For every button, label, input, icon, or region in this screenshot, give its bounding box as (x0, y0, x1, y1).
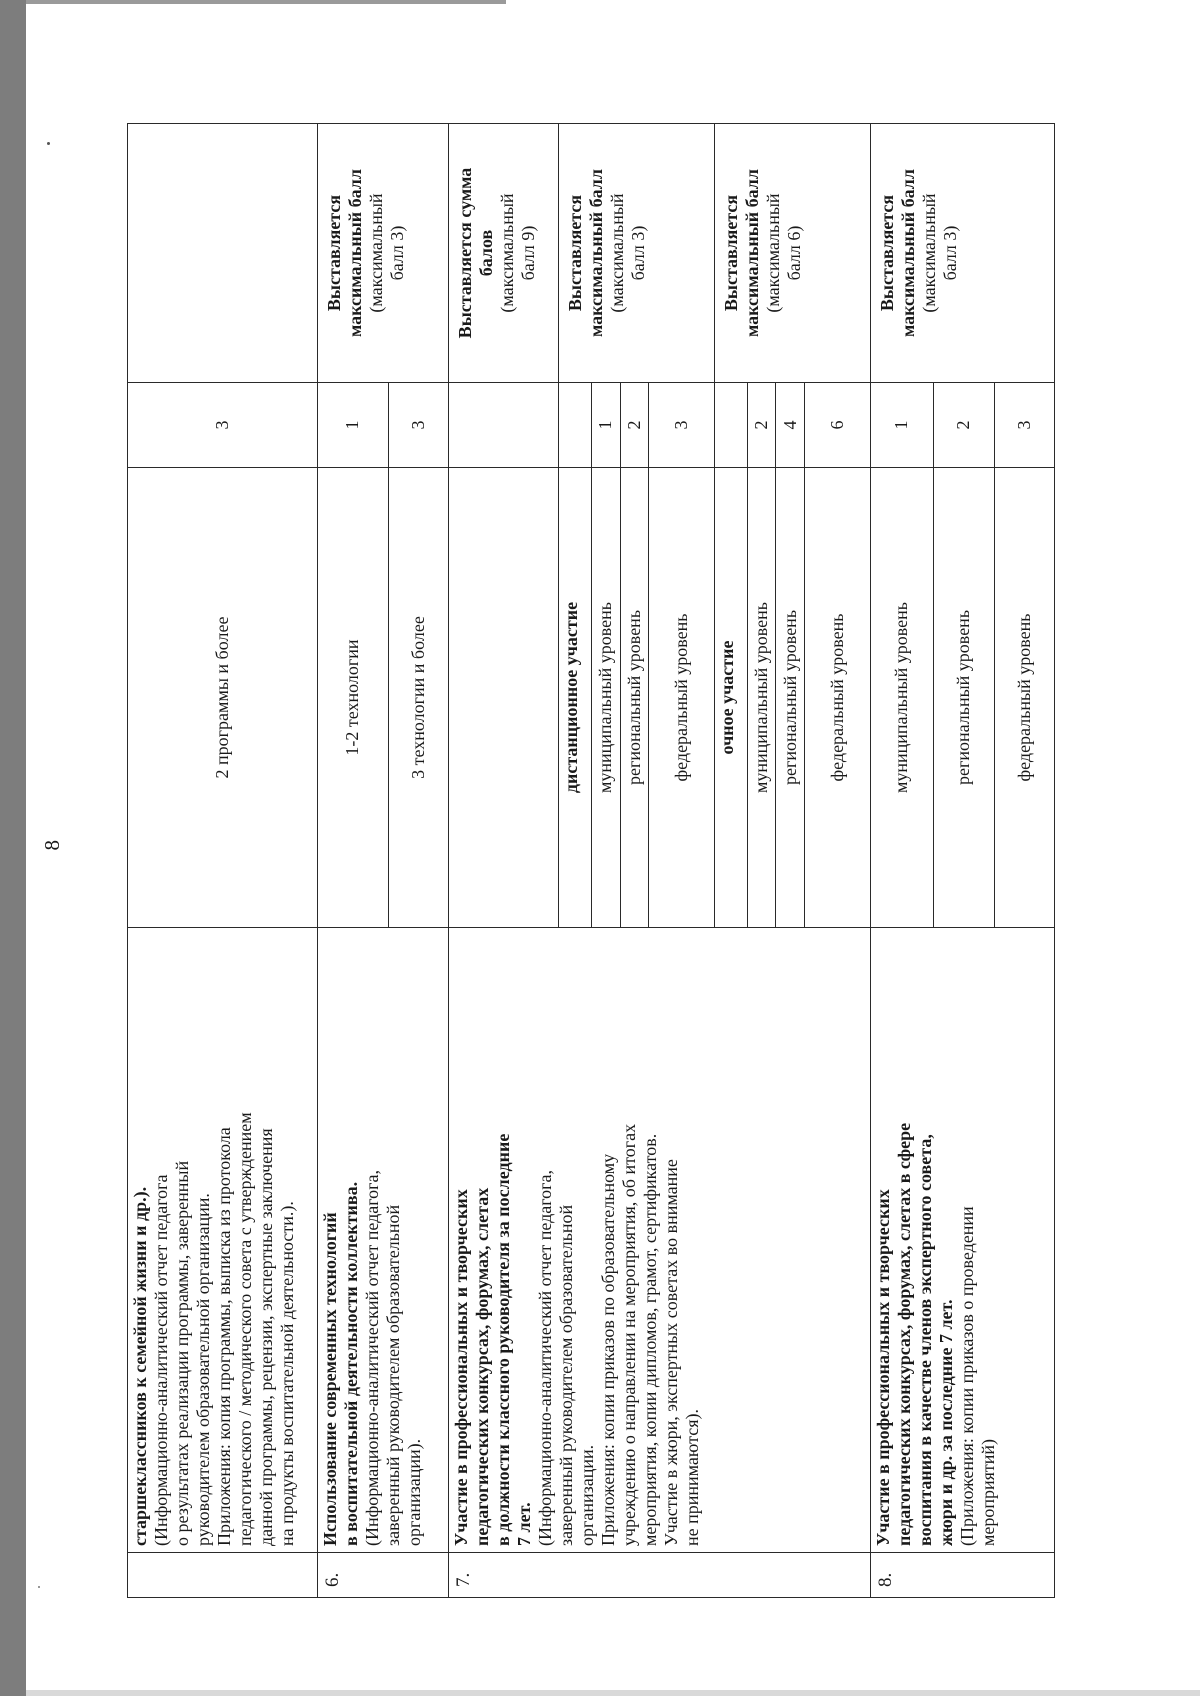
note-text: балл 6) (783, 225, 804, 281)
criterion-title-line: в воспитательной деятельности коллектива. (340, 1181, 361, 1546)
level-cell: 3 технологии и более (389, 468, 449, 928)
note-cell (714, 124, 870, 383)
criterion-detail-line: не принимаются). (682, 1409, 703, 1546)
criterion-detail-line: данной программы, рецензии, экспертные заключения (256, 1128, 276, 1546)
criterion-title-line: Участие в профессиональных и творческих (451, 1189, 472, 1546)
score-cell: 3 (389, 383, 449, 468)
note-text: балл 3) (386, 225, 407, 281)
note-bold: Выставляется (720, 194, 741, 312)
note-text: (максимальный (365, 193, 386, 313)
table-row-6 (317, 124, 388, 1598)
note-cell (559, 124, 715, 383)
row-number-cell (128, 1553, 318, 1598)
level-cell: региональный уровень (934, 468, 994, 928)
note-cell (317, 124, 449, 383)
score-cell (714, 383, 747, 468)
score-cell: 6 (804, 383, 870, 468)
criterion-detail-line: заверенный руководителем образовательной (556, 1204, 577, 1546)
row-number-cell: 6. (317, 1553, 449, 1598)
level-cell: федеральный уровень (994, 468, 1054, 928)
criterion-detail-line: организации. (577, 1444, 598, 1546)
note-cell (870, 124, 1054, 383)
note-text: балл 3) (628, 225, 649, 281)
criterion-detail-line: Приложения: копии приказов по образовательному (598, 1153, 619, 1546)
score-cell: 3 (128, 383, 318, 468)
note-bold: максимальный балл (897, 169, 918, 337)
criterion-detail-line: руководителем образовательной организации. (193, 1193, 213, 1546)
criterion-detail-line: учреждению о направлении на мероприятия, об итогах (619, 1123, 640, 1546)
level-cell: 2 программы и более (128, 468, 318, 928)
level-cell: муниципальный уровень (870, 468, 934, 928)
in-person-participation-subheader: очное участие (714, 468, 747, 928)
table-row-continuation (128, 124, 318, 1598)
criterion-text-cell (317, 928, 449, 1553)
note-bold: Выставляется (565, 194, 586, 312)
note-text: (максимальный (607, 193, 628, 313)
criterion-detail-line: о результатах реализации программы, заверенный (172, 1160, 192, 1546)
note-bold: Выставляется (323, 194, 344, 312)
score-cell (559, 383, 592, 468)
note-text: балл 3) (939, 225, 960, 281)
score-cell: 1 (870, 383, 934, 468)
criterion-title-line: 7 лет. (514, 1502, 535, 1546)
criterion-detail-line: Участие в жюри, экспертных советах во внимание (661, 1159, 682, 1546)
note-text: (максимальный (918, 193, 939, 313)
score-cell: 1 (317, 383, 388, 468)
level-cell: муниципальный уровень (592, 468, 621, 928)
note-text: (максимальный (497, 193, 518, 313)
criterion-text-cell (449, 928, 870, 1553)
criterion-detail-line: организации). (403, 1438, 424, 1546)
criterion-detail-line: (Информационно-аналитический отчет педагога, (535, 1169, 556, 1546)
score-cell: 2 (747, 383, 776, 468)
table-row-8 (870, 124, 934, 1598)
note-bold: максимальный балл (344, 169, 365, 337)
criteria-table (127, 123, 1055, 1598)
criterion-detail-line: заверенный руководителем образовательной (382, 1204, 403, 1546)
criterion-detail-line: (Информационно-аналитический отчет педагога (151, 1174, 171, 1546)
level-cell: 1-2 технологии (317, 468, 388, 928)
criterion-title-line: жюри и др. за последние 7 лет. (935, 1299, 956, 1546)
score-cell: 2 (620, 383, 649, 468)
note-text: балл 9) (518, 225, 539, 281)
distance-participation-subheader: дистанционное участие (559, 468, 592, 928)
score-cell: 2 (934, 383, 994, 468)
level-cell: федеральный уровень (649, 468, 715, 928)
score-cell (449, 383, 559, 468)
criterion-title-line: педагогических конкурсах, форумах, слетах (472, 1187, 493, 1546)
note-bold: Выставляется сумма (455, 167, 476, 339)
row-number-cell: 7. (449, 1553, 870, 1598)
criterion-detail-line: педагогического / методического совета с утверждением (235, 1112, 255, 1546)
criterion-text-cell (128, 928, 318, 1553)
score-cell: 3 (994, 383, 1054, 468)
criterion-detail-line: (Информационно-аналитический отчет педагога, (361, 1169, 382, 1546)
criterion-detail-line: мероприятий) (977, 1438, 998, 1546)
table-row-7 (449, 124, 559, 1598)
criteria-table-wrapper (127, 124, 1055, 1598)
page-number: 8 (40, 840, 64, 851)
score-cell: 3 (649, 383, 715, 468)
level-cell: федеральный уровень (804, 468, 870, 928)
level-cell: региональный уровень (776, 468, 805, 928)
criterion-detail-line: на продукты воспитательной деятельности.). (277, 1201, 297, 1546)
note-bold: Выставляется (876, 194, 897, 312)
note-bold: максимальный балл (741, 169, 762, 337)
note-bold: балов (476, 229, 497, 277)
criterion-detail-line: мероприятия, копии дипломов, грамот, сертификатов. (640, 1133, 661, 1546)
criterion-title-line: Использование современных технологий (319, 1212, 340, 1546)
level-cell: муниципальный уровень (747, 468, 776, 928)
criterion-title-line: старшеклассников к семейной жизни и др.). (130, 1186, 150, 1546)
level-cell: региональный уровень (620, 468, 649, 928)
criterion-title-line: педагогических конкурсах, форумах, слетах в сфере (893, 1122, 914, 1546)
row-number-cell: 8. (870, 1553, 1054, 1598)
note-cell (449, 124, 559, 383)
level-cell (449, 468, 559, 928)
criterion-title-line: Участие в профессиональных и творческих (872, 1189, 893, 1546)
score-cell: 4 (776, 383, 805, 468)
criterion-title-line: воспитания в качестве членов экспертного совета, (914, 1134, 935, 1546)
note-text: (максимальный (762, 193, 783, 313)
criterion-detail-line: Приложения: копия программы, выписка из протокола (214, 1127, 234, 1546)
criterion-title-line: в должности классного руководителя за последние (493, 1133, 514, 1546)
note-bold: максимальный балл (586, 169, 607, 337)
note-cell (128, 124, 318, 383)
criterion-text-cell (870, 928, 1054, 1553)
criterion-detail-line: (Приложения: копии приказов о проведении (956, 1206, 977, 1546)
score-cell: 1 (592, 383, 621, 468)
